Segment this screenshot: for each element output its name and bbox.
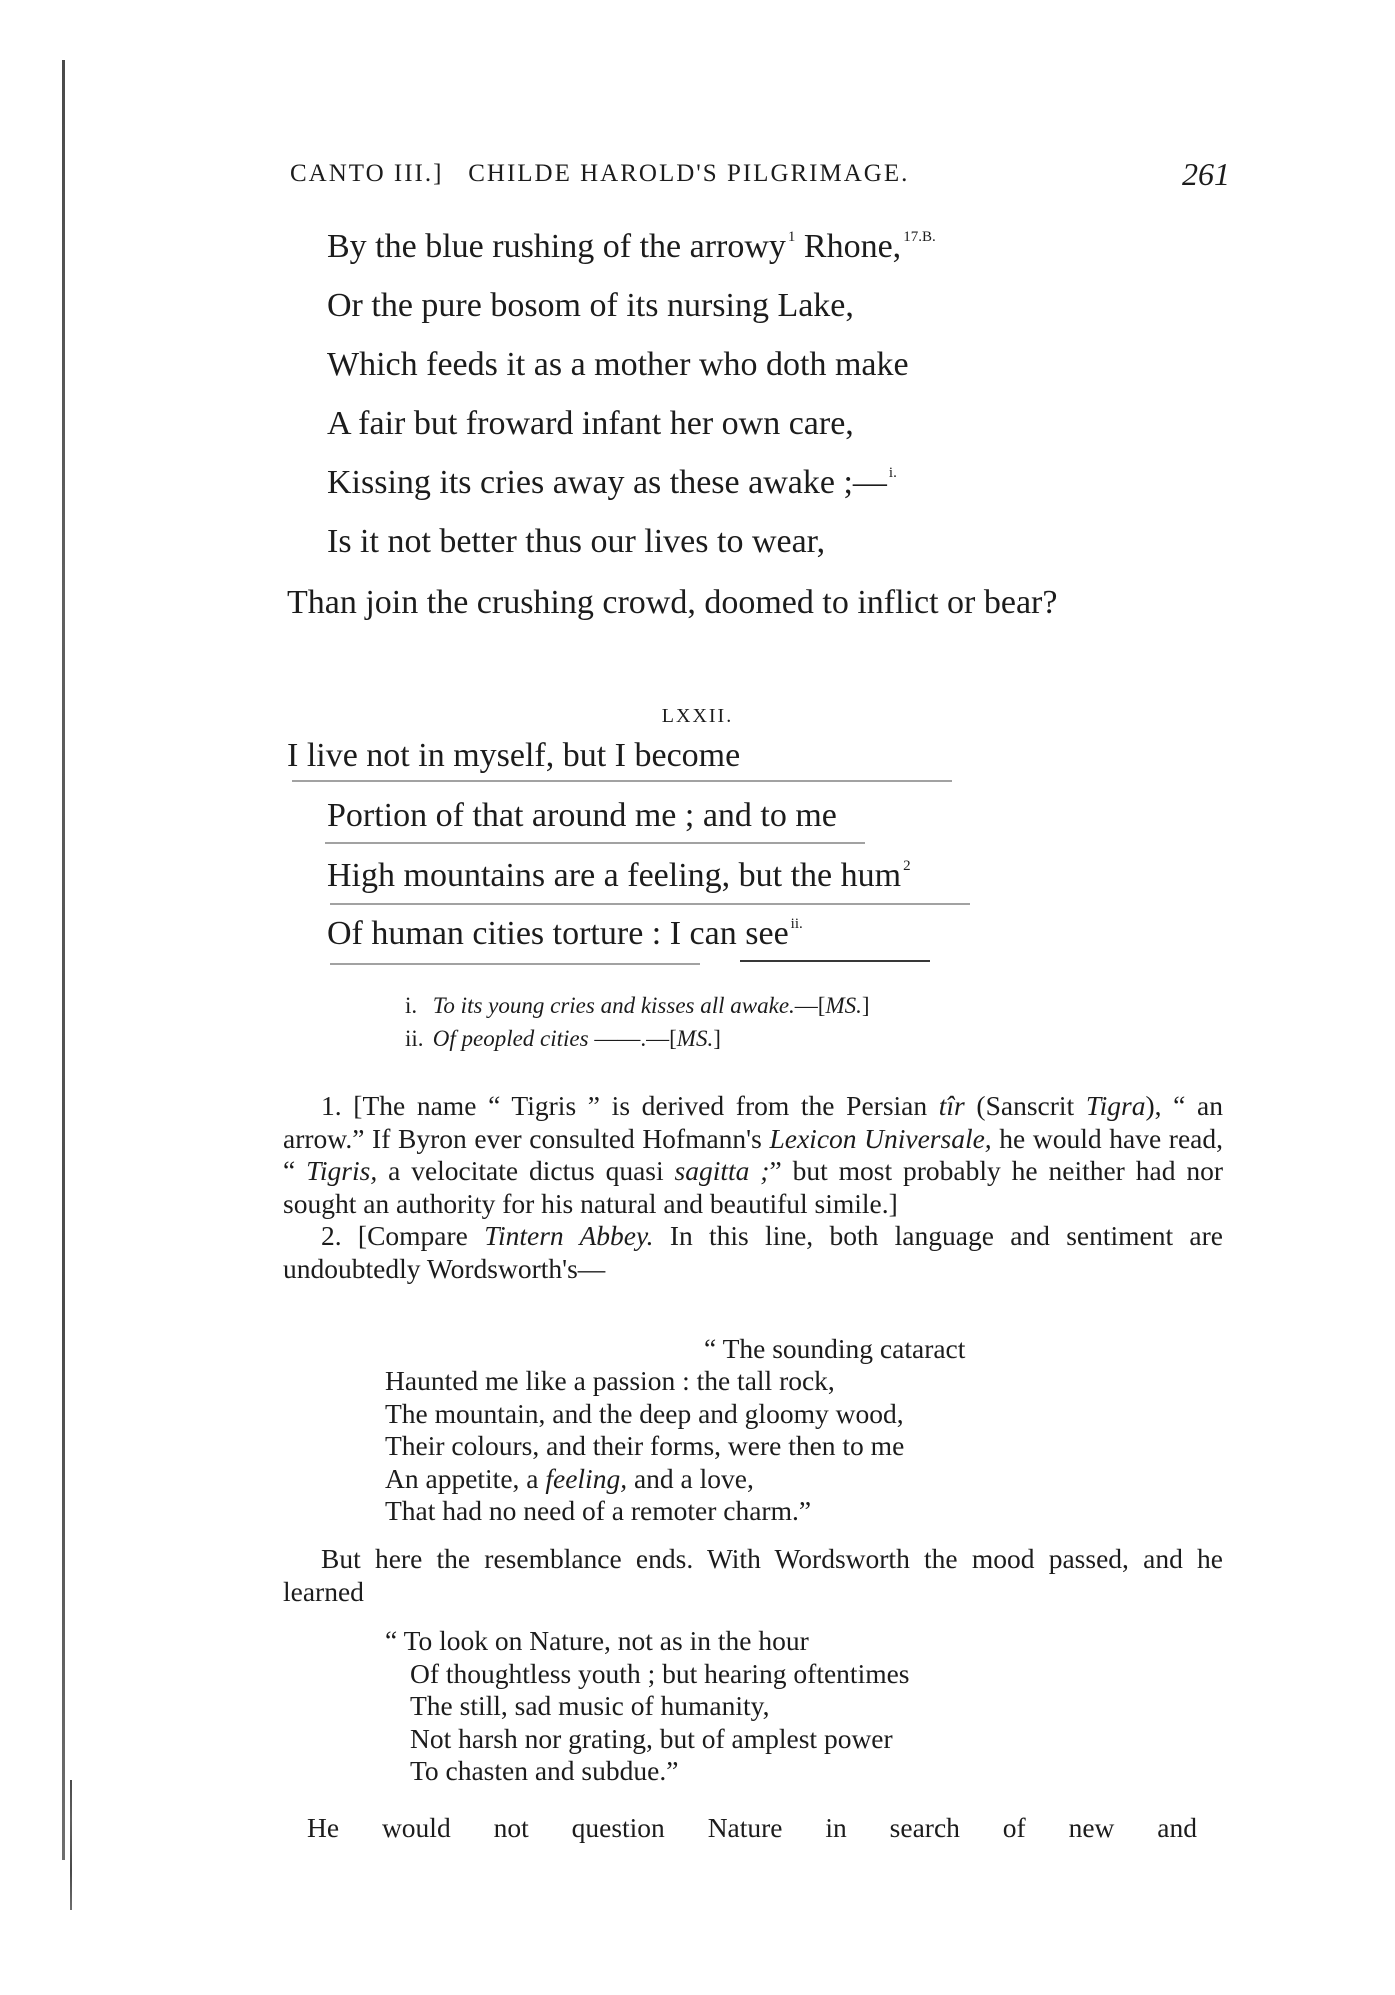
running-header	[290, 156, 1230, 200]
footnote-2-continuation: But here the resemblance ends. With Wordsworth the mood passed, and he learned	[283, 1543, 1223, 1607]
verse-line: I live not in myself, but I become	[287, 737, 741, 774]
quote-line: Haunted me like a passion : the tall rock,	[385, 1365, 835, 1396]
footnote-2: 2. [Compare Tintern Abbey. In this line, both language and sentiment are undoubtedly Wordsworth's—	[283, 1220, 1223, 1284]
footnotes	[283, 1090, 1223, 1285]
quote-line: To chasten and subdue.”	[410, 1755, 679, 1786]
margin-scan-line-lower	[70, 1780, 72, 1910]
verse-line: Of human cities torture : I can see $^{ii.}$	[327, 915, 803, 952]
footnote-ref: 1	[787, 229, 796, 245]
header-title: CHILDE HAROLD'S PILGRIMAGE.	[468, 160, 910, 187]
footnote-2-final-line: He would not question Nature in search of new and	[307, 1812, 1197, 1843]
pencil-underline	[292, 780, 952, 782]
quote-line: The still, sad music of humanity,	[410, 1690, 770, 1721]
variant-item: ii. Of peopled cities ——.—[MS.]	[405, 1026, 721, 1051]
pencil-underline	[330, 903, 970, 905]
pencil-underline	[330, 963, 700, 965]
cross-reference-mark: 17.B.	[903, 229, 936, 245]
variant-readings	[405, 993, 870, 1059]
quote-line: Not harsh nor grating, but of amplest power	[410, 1723, 893, 1754]
verse-line: Kissing its cries away as these awake ;— $^{i.}$	[327, 464, 897, 501]
quote-line: Their colours, and their forms, were then to me	[385, 1430, 905, 1461]
verse-line: High mountains are a feeling, but the hum $^2$	[327, 857, 911, 894]
quote-line: The mountain, and the deep and gloomy wood,	[385, 1398, 904, 1429]
stanza-numeral: LXXII.	[661, 705, 734, 727]
pencil-underline	[325, 842, 865, 844]
footnote-ref: 2	[903, 858, 911, 874]
verse-line: Is it not better thus our lives to wear,	[327, 523, 826, 560]
verse-line: A fair but froward infant her own care,	[327, 405, 854, 442]
pencil-underline	[740, 960, 930, 962]
verse-line-alexandrine: Than join the crushing crowd, doomed to inflict or bear?	[287, 584, 1058, 621]
footnote-1: 1. [The name “ Tigris ” is derived from the Persian tîr (Sanscrit Tigra), “ an arrow.” If Byron ever consulted Hofmann's Lexicon Universale, he would have read, “ Tigris, a velocitate dictus quasi sagitta ;” but most probably he neither had nor sought an authority for his natural and beautiful simile.]	[283, 1090, 1224, 1219]
variant-ref: ii.	[790, 916, 803, 932]
quote-line: That had no need of a remoter charm.”	[385, 1495, 812, 1526]
quote-line: An appetite, a feeling, and a love,	[385, 1463, 754, 1494]
variant-item: i. To its young cries and kisses all awake.—[MS.]	[405, 993, 870, 1018]
quote-line: “ The sounding cataract	[704, 1333, 966, 1364]
variant-ref: i.	[888, 465, 897, 481]
verse-line: Which feeds it as a mother who doth make	[327, 346, 909, 383]
page-number: 261	[1182, 156, 1230, 192]
margin-scan-line	[62, 60, 65, 1860]
quote-line: Of thoughtless youth ; but hearing oftentimes	[410, 1658, 910, 1689]
verse-line: Portion of that around me ; and to me	[327, 797, 837, 834]
verse-line: By the blue rushing of the arrowy $^1$ Rhone, $^{17.B.}$	[327, 228, 936, 265]
header-canto: CANTO III.] CHILDE HAROLD'S PILGRIMAGE.	[290, 160, 910, 187]
quote-line: “ To look on Nature, not as in the hour	[385, 1625, 809, 1656]
verse-line: Or the pure bosom of its nursing Lake,	[327, 287, 854, 324]
